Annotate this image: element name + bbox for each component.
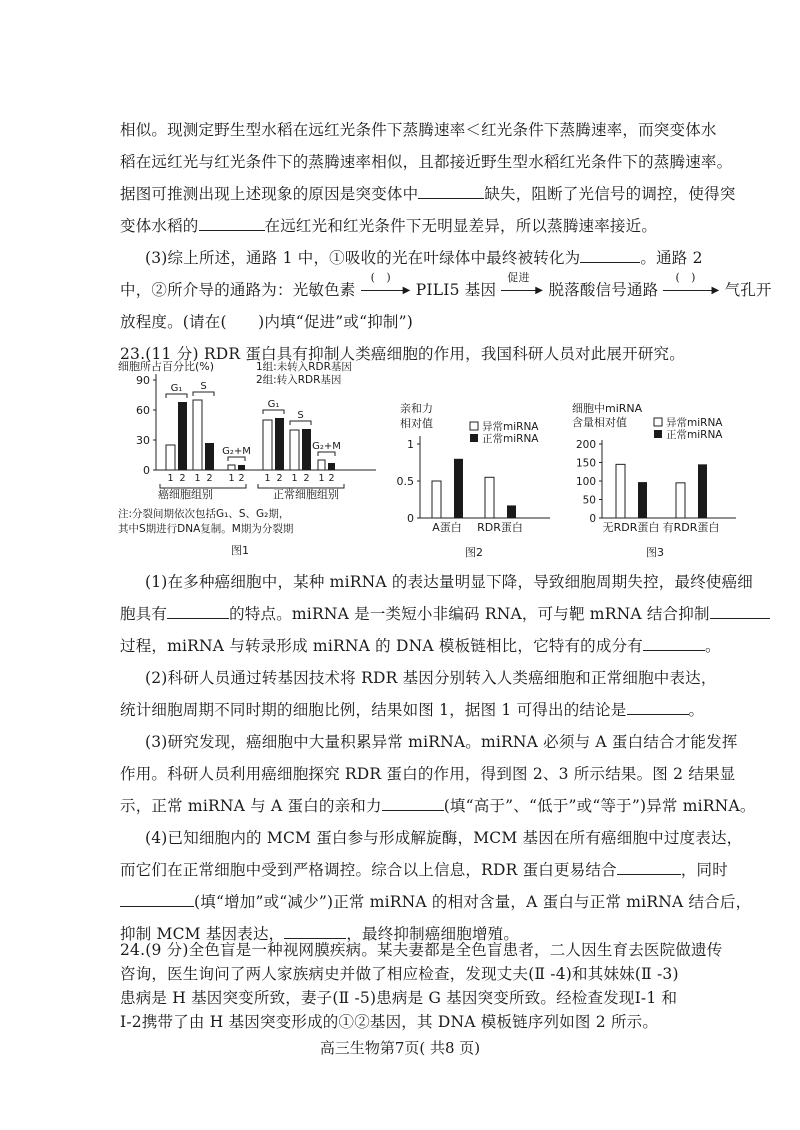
fig2-ylabel-1: 亲和力 (400, 402, 433, 415)
y-tick-label: 0 (407, 512, 414, 525)
question-23-title: 23.(11 分) RDR 蛋白具有抑制人类癌细胞的作用，我国科研人员对此展开研究。 (120, 345, 685, 363)
legend-swatch-normal (470, 434, 478, 442)
fig1-legend-2: 2组:转入RDR基因 (256, 374, 342, 386)
phase-bracket (193, 392, 214, 396)
bar-abnormal (676, 483, 685, 518)
x-tick-label: 2 (328, 473, 335, 484)
legend-swatch-normal (654, 430, 662, 438)
answer-blank[interactable] (617, 860, 681, 875)
text-line: 作用。科研人员利用癌细胞探究 RDR 蛋白的作用，得到图 2、3 所示结果。图 2 结果显 (120, 765, 736, 783)
y-tick-label: 200 (575, 439, 596, 451)
bar-normal (507, 505, 516, 518)
answer-blank[interactable] (199, 216, 265, 231)
text-line: (3)综上所述，通路 1 中，①吸收的光在叶绿体中最终被转化为 。通路 2 (145, 249, 703, 267)
fig3-legend-abnormal: 异常miRNA (666, 417, 723, 429)
bar-group1 (228, 465, 235, 470)
fig1-plot-area (136, 374, 376, 488)
bar-group2 (238, 465, 245, 470)
text-line: (4)已知细胞内的 MCM 蛋白参与形成解旋酶，MCM 基因在所有癌细胞中过度表达， (145, 829, 743, 847)
answer-blank[interactable] (418, 184, 484, 199)
arrow-promote: 促进 ▶ (501, 281, 543, 295)
legend-swatch-abnormal (470, 422, 478, 430)
phase-bracket (318, 452, 335, 456)
figure-1-chart (118, 358, 378, 558)
bar-group2 (178, 402, 187, 470)
x-tick-label: 1 (264, 473, 271, 484)
y-tick-label: 1 (407, 438, 414, 451)
figure-2-chart (390, 400, 560, 560)
text-line: 咨询，医生询问了两人家族病史并做了相应检查，发现丈夫(Ⅱ -4)和其妹妹(Ⅱ -3) (120, 965, 679, 983)
answer-blank[interactable] (120, 892, 194, 907)
x-tick-label: 2 (303, 473, 310, 484)
fig1-note-2: 其中S期进行DNA复制。M期为分裂期 (118, 523, 294, 535)
bar-normal (454, 459, 463, 518)
fig2-legend-normal: 正常miRNA (482, 433, 539, 445)
text-line: (1)在多种癌细胞中，某种 miRNA 的表达量明显下降，导致细胞周期失控，最终使癌细 (145, 573, 753, 591)
x-tick-label: 1 (291, 473, 298, 484)
question-24-line: 24.(9 分)全色盲是一种视网膜疾病。某夫妻都是全色盲患者，二人因生育去医院做遗传 (120, 941, 723, 959)
y-tick-label: 0 (589, 513, 596, 525)
x-tick-label: 2 (238, 473, 245, 484)
bar-group2 (328, 463, 335, 470)
text-line: (2)科研人员通过转基因技术将 RDR 基因分别转入人类癌细胞和正常细胞中表达， (145, 669, 717, 687)
arrow-blank-1[interactable]: ( ) ▶ (361, 281, 411, 295)
phase-label: G₁ (170, 383, 183, 394)
phase-label: G₂+M (222, 446, 251, 457)
answer-blank[interactable] (643, 636, 705, 651)
y-tick-label: 100 (575, 476, 596, 488)
phase-bracket (263, 410, 284, 414)
fig3-caption: 图3 (646, 546, 664, 559)
phase-label: S (297, 410, 304, 421)
fig3-ylabel-1: 细胞中miRNA (572, 402, 643, 415)
text-line: 统计细胞周期不同时期的细胞比例，结果如图 1，据图 1 可得出的结论是 。 (120, 701, 705, 719)
answer-blank[interactable] (284, 924, 346, 939)
y-tick-label: 60 (136, 404, 150, 417)
text-line: 放程度。(请在( )内填“促进”或“抑制”) (120, 313, 413, 331)
bar-abnormal (616, 464, 625, 518)
y-tick-label: 30 (136, 434, 150, 447)
bar-abnormal (485, 477, 494, 518)
figure-3-chart (568, 400, 743, 560)
fig2-ylabel-2: 相对值 (400, 417, 433, 430)
x-tick-label: 2 (276, 473, 283, 484)
answer-blank[interactable] (710, 604, 770, 619)
text-line: 患病是 H 基因突变所致，妻子(Ⅱ -5)患病是 G 基因突变所致。经检查发现Ⅰ-1 和 (120, 989, 678, 1007)
bar-group1 (193, 400, 202, 470)
arrow-head-icon: ▶ (711, 285, 720, 296)
legend-swatch-abnormal (654, 418, 662, 426)
fig1-ylabel: 细胞所占百分比(%) (118, 360, 215, 373)
bar-group1 (318, 460, 325, 470)
x-tick-label: 无RDR蛋白 (602, 521, 660, 534)
arrow-head-icon: ▶ (535, 285, 544, 296)
fig1-note-1: 注:分裂间期依次包括G₁、S、G₂期， (118, 508, 290, 520)
x-tick-label: 1 (167, 473, 174, 484)
fig3-ylabel-2: 含量相对值 (572, 416, 627, 429)
fig1-caption: 图1 (231, 544, 249, 557)
fig3-legend-normal: 正常miRNA (666, 429, 723, 441)
answer-blank[interactable] (627, 700, 689, 715)
pathway-line: 中，②所介导的通路为：光敏色素 ( ) ▶ PILI5 基因 促进 ▶ 脱落酸信号通路 ( ) ▶ 气孔开 (120, 271, 772, 299)
y-tick-label: 50 (582, 494, 596, 507)
x-tick-label: A蛋白 (432, 521, 462, 534)
text-line: Ⅰ-2携带了由 H 基因突变形成的①②基因，其 DNA 模板链序列如图 2 所示。 (120, 1013, 659, 1031)
text-line: 相似。现测定野生型水稻在远红光条件下蒸腾速率＜红光条件下蒸腾速率，而突变体水 (120, 121, 717, 139)
answer-blank[interactable] (382, 796, 444, 811)
fig1-legend-1: 1组:未转入RDR基因 (256, 361, 352, 373)
phase-label: S (200, 381, 207, 392)
x-tick-label: RDR蛋白 (477, 521, 523, 534)
x-tick-label: 2 (206, 473, 213, 484)
bar-normal (698, 464, 707, 518)
text-line: (填“增加”或“减少”)正常 miRNA 的相对含量，A 蛋白与正常 miRNA 结合后， (120, 890, 751, 912)
text-line: (3)研究发现，癌细胞中大量积累异常 miRNA。miRNA 必须与 A 蛋白结合才能发挥 (145, 733, 738, 751)
fig3-plot-area (576, 439, 736, 534)
bar-group1 (263, 420, 272, 470)
phase-bracket (166, 394, 187, 398)
fig2-caption: 图2 (465, 546, 483, 559)
x-tick-label: 1 (228, 473, 235, 484)
fig1-group-normal: 正常细胞组别 (273, 488, 339, 501)
bar-group2 (302, 429, 311, 470)
fig2-plot-area (397, 436, 551, 534)
phase-bracket (290, 421, 311, 425)
bar-group2 (205, 443, 214, 470)
x-tick-label: 有RDR蛋白 (662, 521, 720, 534)
text-line: 胞具有 的特点。miRNA 是一类短小非编码 RNA，可与靶 mRNA 结合抑制 (120, 602, 770, 624)
phase-label: G₁ (267, 399, 280, 410)
answer-blank[interactable] (580, 248, 640, 263)
arrow-blank-2[interactable]: ( ) ▶ (663, 281, 719, 295)
x-tick-label: 1 (194, 473, 201, 484)
page-footer: 高三生物第7页( 共8 页) (319, 1039, 481, 1057)
bar-abnormal (432, 481, 441, 518)
bar-group2 (275, 418, 284, 470)
y-tick-label: 150 (575, 457, 596, 470)
text-line: 而它们在正常细胞中受到严格调控。综合以上信息，RDR 蛋白更易结合 ，同时 (120, 861, 728, 879)
phase-label: G₂+M (312, 441, 341, 452)
text-line: 过程，miRNA 与转录形成 miRNA 的 DNA 模板链相比，它特有的成分有 。 (120, 637, 721, 655)
text-line: 抑制 MCM 基因表达， ，最终抑制癌细胞增殖。 (120, 925, 520, 943)
text-line: 变体水稻的 在远红光和红光条件下无明显差异，所以蒸腾速率接近。 (120, 217, 658, 235)
y-tick-label: 0.5 (396, 475, 414, 488)
x-tick-label: 2 (179, 473, 186, 484)
text-line: 据图可推测出现上述现象的原因是突变体中 缺失，阻断了光信号的调控，使得突 (120, 185, 736, 203)
fig1-group-cancer: 癌细胞组别 (158, 488, 213, 501)
bar-normal (638, 482, 647, 518)
bar-group1 (166, 445, 175, 470)
phase-bracket (228, 457, 245, 461)
arrow-head-icon: ▶ (402, 285, 411, 296)
y-tick-label: 90 (136, 374, 150, 387)
text-line: 示，正常 miRNA 与 A 蛋白的亲和力 (填“高于”、“低于”或“等于”)异常 miRNA。 (120, 797, 756, 815)
text-line: 稻在远红光与红光条件下的蒸腾速率相似，且都接近野生型水稻红光条件下的蒸腾速率。 (120, 153, 733, 171)
y-tick-label: 0 (143, 464, 150, 477)
answer-blank[interactable] (167, 604, 229, 619)
bar-group1 (290, 430, 299, 470)
x-tick-label: 1 (318, 473, 325, 484)
fig2-legend-abnormal: 异常miRNA (482, 421, 539, 433)
